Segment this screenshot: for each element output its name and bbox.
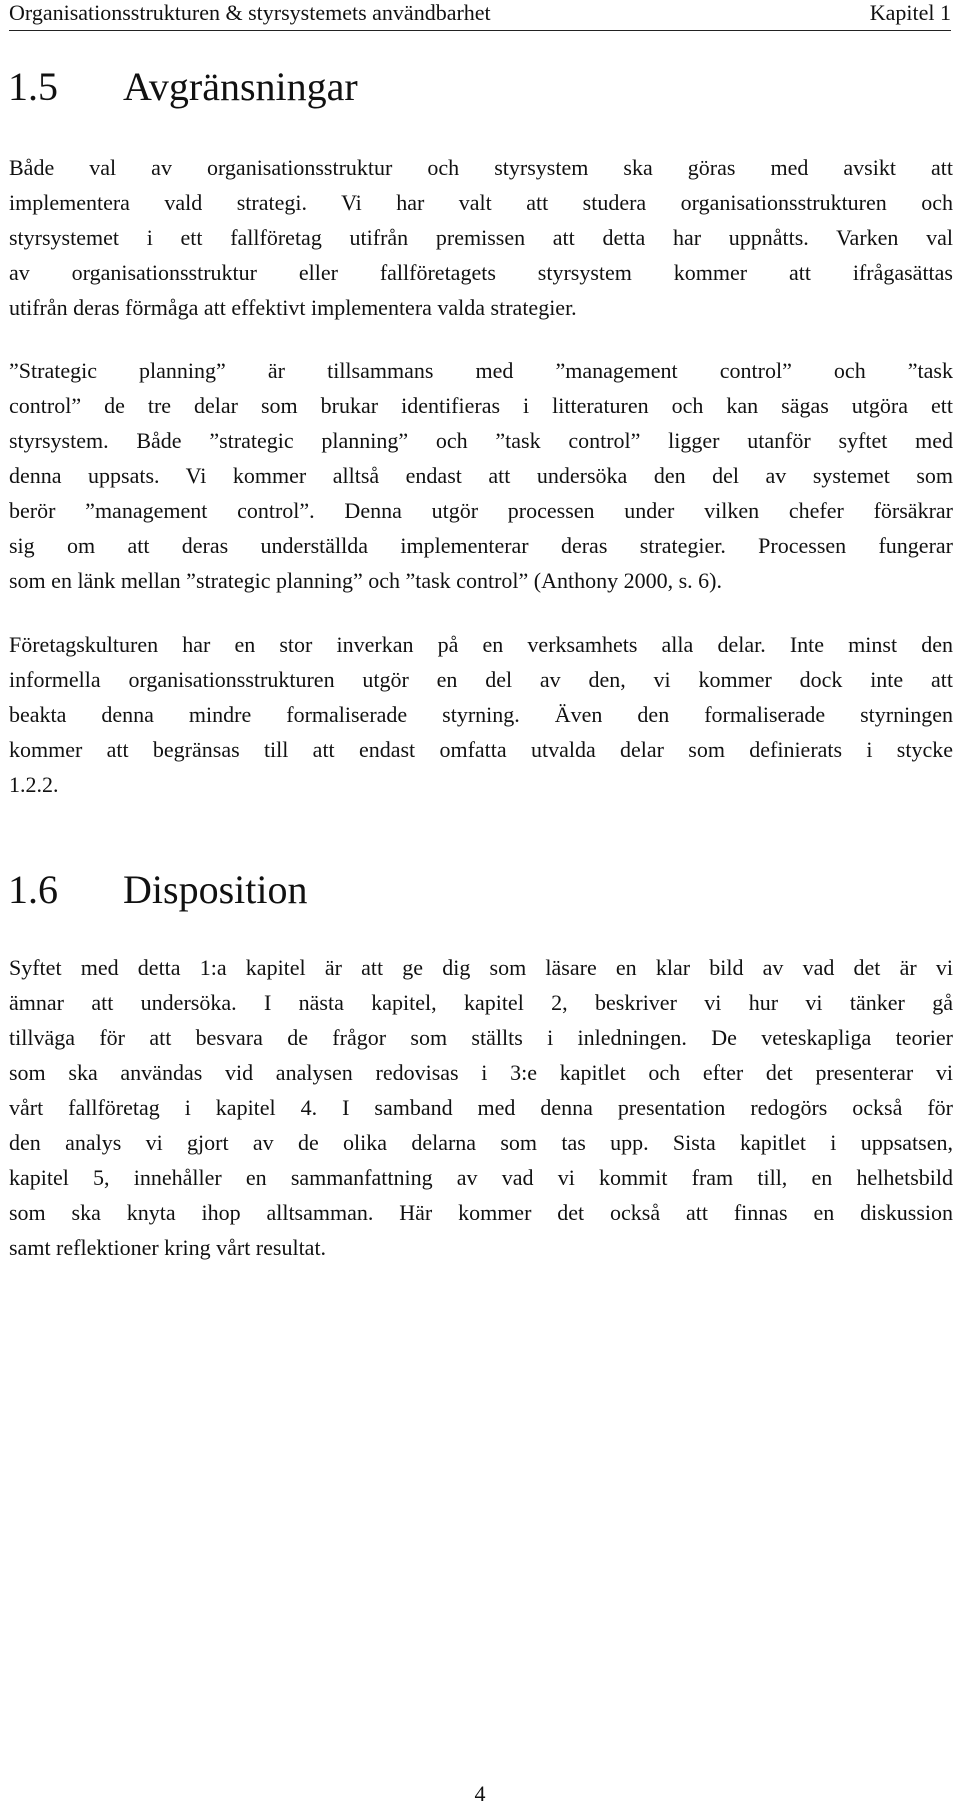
section-heading-avgransningar [8, 63, 358, 111]
text-line: beakta denna mindre formaliserade styrning. Även den formaliserade styrningen [9, 702, 953, 727]
text-line: kommer att begränsas till att endast omfatta utvalda delar som definierats i stycke [9, 737, 953, 762]
paragraph-avgransningar-3 [9, 627, 953, 802]
text-line: informella organisationsstrukturen utgör en del av den, vi kommer dock inte att [9, 667, 953, 692]
text-line: som ska användas vid analysen redovisas i 3:e kapitlet och efter det presenterar vi [9, 1060, 953, 1085]
text-line: sig om att deras underställda implementerar deras strategier. Processen fungerar [9, 533, 953, 558]
text-line: den analys vi gjort av de olika delarna som tas upp. Sista kapitlet i uppsatsen, [9, 1130, 953, 1155]
paragraph-avgransningar-1 [9, 150, 953, 325]
text-line: ämnar att undersöka. I nästa kapitel, kapitel 2, beskriver vi hur vi tänker gå [9, 990, 953, 1015]
text-line: som ska knyta ihop alltsamman. Här kommer det också att finnas en diskussion [9, 1200, 953, 1225]
section-title: Disposition [123, 867, 308, 912]
text-line: Syftet med detta 1:a kapitel är att ge dig som läsare en klar bild av vad det är vi [9, 955, 953, 980]
running-header [9, 0, 951, 31]
text-line: kapitel 5, innehåller en sammanfattning av vad vi kommit fram till, en helhetsbild [9, 1165, 953, 1190]
paragraph-disposition-1 [9, 950, 953, 1265]
paragraph-avgransningar-2 [9, 353, 953, 598]
section-number: 1.6 [8, 867, 58, 912]
text-line: styrsystem. Både ”strategic planning” och ”task control” ligger utanför syftet med [9, 428, 953, 453]
text-line: 1.2.2. [9, 772, 59, 797]
text-line: ”Strategic planning” är tillsammans med ”management control” och ”task [9, 358, 953, 383]
text-line: Företagskulturen har en stor inverkan på en verksamhets alla delar. Inte minst den [9, 632, 953, 657]
text-line: av organisationsstruktur eller fallföretagets styrsystem kommer att ifrågasättas [9, 260, 953, 285]
text-line: som en länk mellan ”strategic planning” och ”task control” (Anthony 2000, s. 6). [9, 568, 722, 593]
page-number: 4 [474, 1781, 486, 1806]
text-line: implementera vald strategi. Vi har valt att studera organisationsstrukturen och [9, 190, 953, 215]
text-line: control” de tre delar som brukar identifieras i litteraturen och kan sägas utgöra ett [9, 393, 953, 418]
document-title: Organisationsstrukturen & styrsystemets användbarhet [9, 0, 491, 25]
text-line: berör ”management control”. Denna utgör processen under vilken chefer försäkrar [9, 498, 953, 523]
text-line: denna uppsats. Vi kommer alltså endast att undersöka den del av systemet som [9, 463, 953, 488]
text-line: samt reflektioner kring vårt resultat. [9, 1235, 327, 1260]
text-line: tillväga för att besvara de frågor som ställts i inledningen. De veteskapliga teorier [9, 1025, 953, 1050]
section-title: Avgränsningar [123, 64, 358, 109]
section-heading-disposition [8, 866, 307, 914]
text-line: utifrån deras förmåga att effektivt implementera valda strategier. [9, 295, 577, 320]
text-line: vårt fallföretag i kapitel 4. I samband med denna presentation redogörs också för [9, 1095, 953, 1120]
chapter-label: Kapitel 1 [869, 0, 951, 25]
text-line: styrsystemet i ett fallföretag utifrån premissen att detta har uppnåtts. Varken val [9, 225, 953, 250]
text-line: Både val av organisationsstruktur och styrsystem ska göras med avsikt att [9, 155, 953, 180]
section-number: 1.5 [8, 64, 58, 109]
